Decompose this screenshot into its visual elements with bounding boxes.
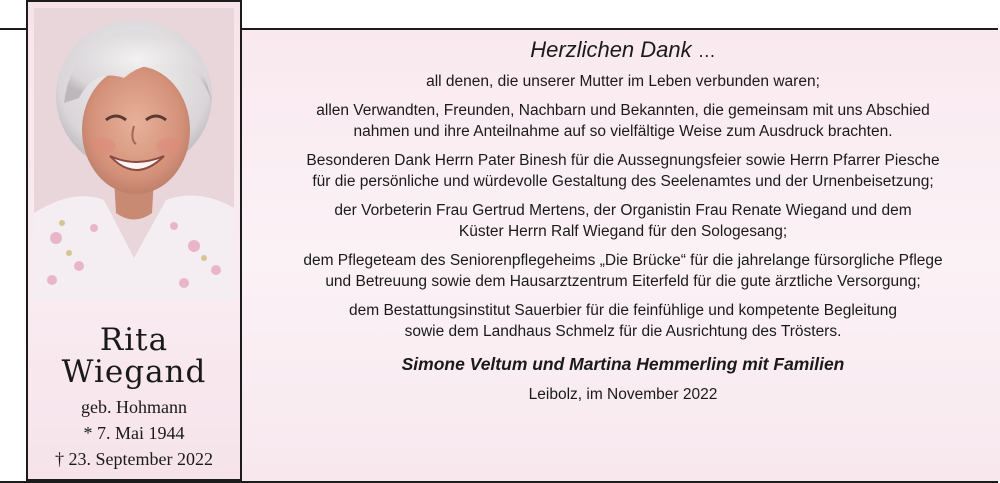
paragraph-6 — [262, 300, 984, 342]
paragraph-line: sowie dem Landhaus Schmelz für die Ausrichtung des Trösters. — [404, 323, 842, 340]
first-name: Rita — [99, 322, 169, 358]
thank-you-text — [262, 36, 984, 406]
paragraph-line: für die persönliche und würdevolle Gestaltung des Seelenamtes und der Urnenbeisetzung; — [312, 173, 934, 190]
signature: Simone Veltum und Martina Hemmerling mit Familien — [401, 354, 845, 374]
paragraph-line: und Betreuung sowie dem Hausarztzentrum Eiterfeld für die gute ärztliche Versorgung; — [325, 273, 921, 290]
portrait-photo — [34, 8, 234, 300]
heading — [262, 36, 984, 65]
paragraph-line: dem Bestattungsinstitut Sauerbier für die feinfühlige und kompetente Begleitung — [348, 302, 898, 319]
paragraph-line: der Vorbeterin Frau Gertrud Mertens, der Organistin Frau Renate Wiegand und dem — [334, 202, 912, 219]
paragraph-line: Küster Herrn Ralf Wiegand für den Sologesang; — [458, 223, 788, 240]
paragraph-3 — [262, 150, 984, 192]
paragraph-line: allen Verwandten, Freunden, Nachbarn und Bekannten, die gemeinsam mit uns Abschied — [316, 102, 930, 119]
paragraph-5 — [262, 250, 984, 292]
paragraph-1 — [262, 71, 984, 92]
heading-ellipsis: … — [697, 41, 716, 61]
birth-name: geb. Hohmann — [81, 397, 187, 417]
paragraph-line: nahmen und ihre Anteilnahme auf so vielfältige Weise zum Ausdruck brachten. — [353, 123, 893, 140]
paragraph-line: dem Pflegeteam des Seniorenpflegeheims „Die Brücke“ für die jahrelange fürsorgliche Pflege — [303, 252, 943, 269]
paragraph-2 — [262, 100, 984, 142]
place-and-date: Leibolz, im November 2022 — [528, 386, 718, 403]
paragraph-line: all denen, die unserer Mutter im Leben verbunden waren; — [426, 73, 820, 90]
death-date: † 23. September 2022 — [55, 449, 213, 469]
heading-text: Herzlichen Dank — [530, 37, 692, 62]
paragraph-4 — [262, 200, 984, 242]
birth-date: * 7. Mai 1944 — [83, 423, 185, 443]
deceased-name — [28, 324, 240, 388]
portrait-illustration — [34, 8, 234, 300]
last-name: Wiegand — [61, 354, 207, 390]
life-dates — [28, 394, 240, 472]
portrait-panel — [26, 0, 242, 481]
paragraph-line: Besonderen Dank Herrn Pater Binesh für die Aussegnungsfeier sowie Herrn Pfarrer Piesche — [306, 152, 940, 169]
